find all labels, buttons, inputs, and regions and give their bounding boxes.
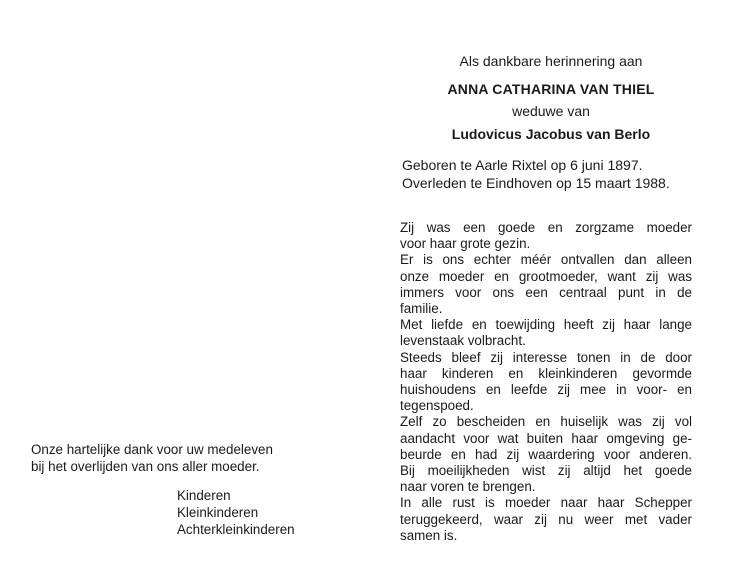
- signature-children: Kinderen: [177, 488, 231, 503]
- signature-grandchildren: Kleinkinderen: [177, 505, 259, 520]
- thanks-message: [31, 441, 331, 475]
- deceased-name: ANNA CATHARINA VAN THIEL: [447, 81, 655, 97]
- signature-great-grandchildren: Achterkleinkinderen: [177, 522, 295, 537]
- tribute-line: Zij was een goede en zorgzame moeder: [400, 220, 692, 235]
- tribute-line: haar kinderen en kleinkinderen gevormde: [400, 365, 692, 381]
- family-signatures: [177, 487, 295, 538]
- tribute-line: immers voor ons een centraal punt in de: [400, 284, 692, 300]
- tribute-line: levenstaak volbracht.: [400, 333, 526, 349]
- tribute-line: familie.: [400, 301, 443, 317]
- tribute-line: Er is ons echter méér ontvallen dan alleen: [400, 252, 692, 268]
- tribute-line: Steeds bleef zij interesse tonen in de door: [400, 349, 692, 365]
- intro-text: Als dankbare herinnering aan: [459, 53, 643, 69]
- tribute-line: Bij moeilijkheden wist zij altijd het goede: [400, 463, 692, 479]
- memorial-header: [392, 52, 710, 144]
- birth-date: Geboren te Aarle Rixtel op 6 juni 1897.: [402, 157, 643, 173]
- tribute-line: Met liefde en toewijding heeft zij haar lange: [400, 317, 692, 333]
- tribute-line: naar voren te brengen.: [400, 479, 536, 495]
- tribute-line: aandacht voor wat buiten haar omgeving ge-: [400, 430, 692, 446]
- tribute-line: beurde en had zij waardering voor anderen.: [400, 446, 692, 462]
- spouse-name: Ludovicus Jacobus van Berlo: [451, 126, 651, 142]
- tribute-line: In alle rust is moeder naar haar Schepper: [400, 495, 692, 511]
- tribute-line: samen is.: [400, 527, 458, 543]
- tribute-line: huishoudens en leefde zij mee in voor- en: [400, 382, 692, 398]
- tribute-text: [400, 220, 692, 544]
- tribute-line: Zelf zo bescheiden en huiselijk was zij vol: [400, 414, 692, 430]
- death-date: Overleden te Eindhoven op 15 maart 1988.: [402, 175, 670, 191]
- tribute-line: tegenspoed.: [400, 398, 474, 414]
- life-dates: [402, 156, 670, 192]
- tribute-line: teruggekeerd, waar zij nu weer met vader: [400, 511, 692, 527]
- tribute-line: onze moeder en grootmoeder, want zij was: [400, 268, 692, 284]
- thanks-line: Onze hartelijke dank voor uw medeleven: [31, 442, 273, 457]
- tribute-line: voor haar grote gezin.: [400, 236, 531, 252]
- thanks-line: bij het overlijden van ons aller moeder.: [31, 459, 260, 474]
- widow-of-text: weduwe van: [512, 103, 590, 119]
